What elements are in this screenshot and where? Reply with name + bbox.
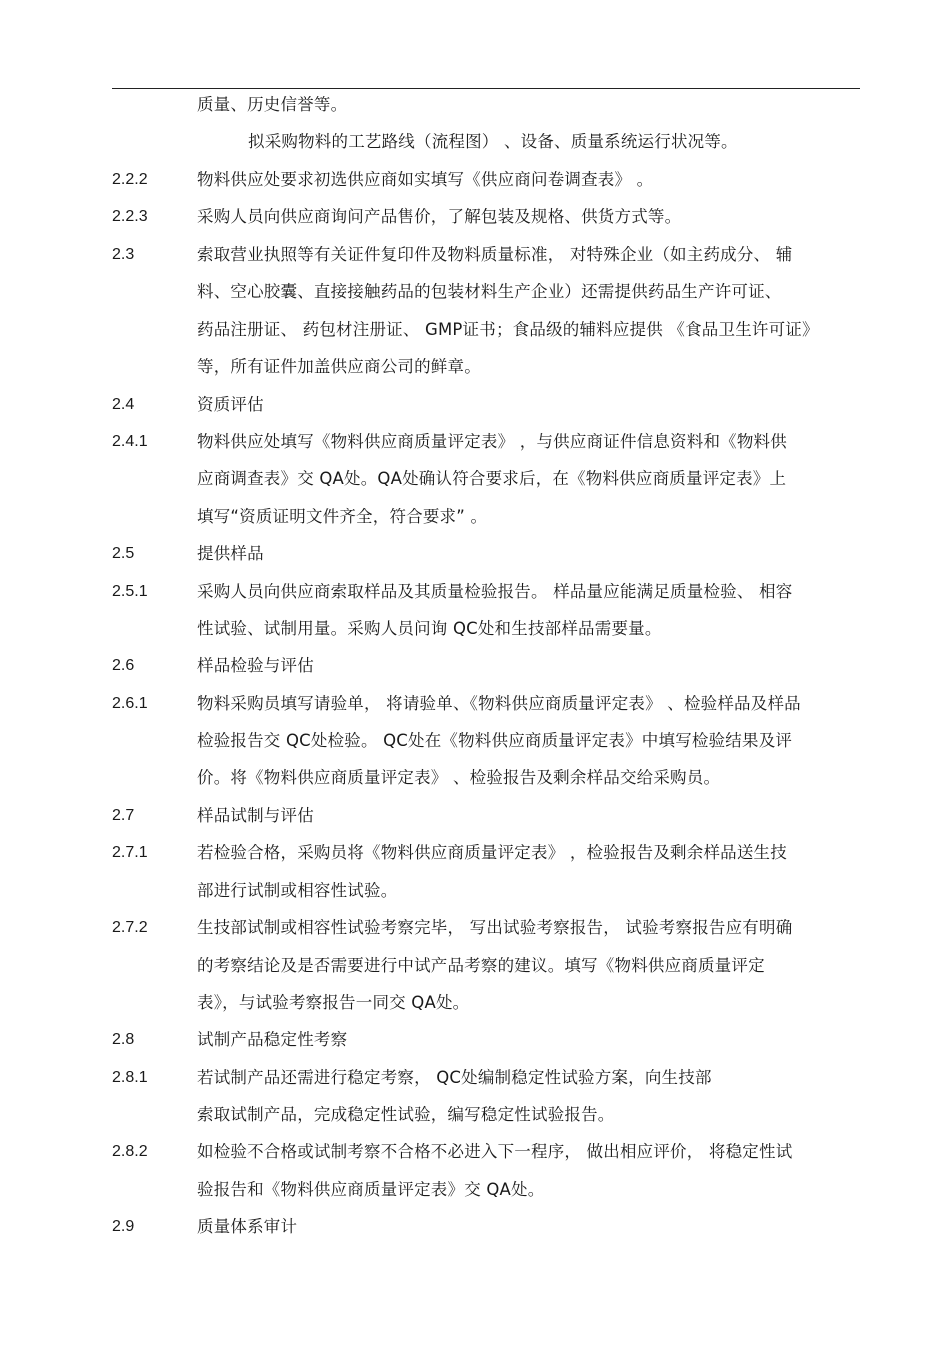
text-line: 质量、历史信誉等。 bbox=[197, 95, 348, 114]
text-line: 应商调查表》交 QA处。QA处确认符合要求后，在《物料供应商质量评定表》上 bbox=[197, 469, 787, 488]
section-number: 2.2.2 bbox=[112, 171, 148, 188]
section-number: 2.8 bbox=[112, 1031, 135, 1048]
text-line: 物料供应处要求初选供应商如实填写《供应商问卷调查表》 。 bbox=[197, 170, 654, 189]
text-line: 表》，与试验考察报告一同交 QA处。 bbox=[197, 993, 470, 1012]
section-heading: 试制产品稳定性考察 bbox=[197, 1030, 348, 1049]
text-line: 若试制产品还需进行稳定考察， QC处编制稳定性试验方案，向生技部 bbox=[197, 1068, 712, 1087]
header-rule bbox=[112, 88, 860, 89]
text-line: 如检验不合格或试制考察不合格不必进入下一程序， 做出相应评价， 将稳定性试 bbox=[197, 1142, 793, 1161]
text-line: 生技部试制或相容性试验考察完毕， 写出试验考察报告， 试验考察报告应有明确 bbox=[197, 918, 793, 937]
text-line: 物料供应处填写《物料供应商质量评定表》 ，与供应商证件信息资料和《物料供 bbox=[197, 432, 787, 451]
text-line: 价。将《物料供应商质量评定表》 、检验报告及剩余样品交给采购员。 bbox=[197, 768, 721, 787]
section-number: 2.6.1 bbox=[112, 695, 148, 712]
section-number: 2.8.1 bbox=[112, 1069, 148, 1086]
section-number: 2.2.3 bbox=[112, 208, 148, 225]
text-line: 若检验合格，采购员将《物料供应商质量评定表》 ，检验报告及剩余样品送生技 bbox=[197, 843, 787, 862]
text-line: 采购人员向供应商索取样品及其质量检验报告。 样品量应能满足质量检验、 相容 bbox=[197, 582, 793, 601]
section-number: 2.5 bbox=[112, 545, 135, 562]
text-line: 的考察结论及是否需要进行中试产品考察的建议。填写《物料供应商质量评定 bbox=[197, 956, 765, 975]
section-heading: 样品检验与评估 bbox=[197, 656, 314, 675]
section-number: 2.3 bbox=[112, 246, 135, 263]
section-number: 2.7.1 bbox=[112, 844, 148, 861]
text-line: 验报告和《物料供应商质量评定表》交 QA处。 bbox=[197, 1180, 545, 1199]
text-line: 部进行试制或相容性试验。 bbox=[197, 881, 398, 900]
section-heading: 质量体系审计 bbox=[197, 1217, 298, 1236]
section-number: 2.9 bbox=[112, 1218, 135, 1235]
text-line: 等，所有证件加盖供应商公司的鲜章。 bbox=[197, 357, 481, 376]
text-line: 索取营业执照等有关证件复印件及物料质量标准， 对特殊企业（如主药成分、 辅 bbox=[197, 245, 793, 264]
section-number: 2.6 bbox=[112, 657, 135, 674]
section-number: 2.4 bbox=[112, 396, 135, 413]
text-line: 药品注册证、 药包材注册证、 GMP证书；食品级的辅料应提供 《食品卫生许可证》 bbox=[197, 320, 819, 339]
section-heading: 样品试制与评估 bbox=[197, 806, 314, 825]
text-line: 索取试制产品，完成稳定性试验，编写稳定性试验报告。 bbox=[197, 1105, 615, 1124]
section-heading: 提供样品 bbox=[197, 544, 264, 563]
text-line: 检验报告交 QC处检验。 QC处在《物料供应商质量评定表》中填写检验结果及评 bbox=[197, 731, 793, 750]
section-number: 2.7.2 bbox=[112, 919, 148, 936]
text-line: 性试验、试制用量。采购人员问询 QC处和生技部样品需要量。 bbox=[197, 619, 662, 638]
text-line: 采购人员向供应商询问产品售价，了解包装及规格、供货方式等。 bbox=[197, 207, 682, 226]
text-line: 填写“资质证明文件齐全，符合要求” 。 bbox=[197, 507, 488, 526]
text-line: 物料采购员填写请验单， 将请验单、《物料供应商质量评定表》 、检验样品及样品 bbox=[197, 694, 801, 713]
section-number: 2.8.2 bbox=[112, 1143, 148, 1160]
section-heading: 资质评估 bbox=[197, 395, 264, 414]
section-number: 2.5.1 bbox=[112, 583, 148, 600]
text-line: 拟采购物料的工艺路线（流程图） 、设备、质量系统运行状况等。 bbox=[248, 132, 738, 151]
section-number: 2.4.1 bbox=[112, 433, 148, 450]
section-number: 2.7 bbox=[112, 807, 135, 824]
text-line: 料、空心胶囊、直接接触药品的包装材料生产企业）还需提供药品生产许可证、 bbox=[197, 282, 782, 301]
